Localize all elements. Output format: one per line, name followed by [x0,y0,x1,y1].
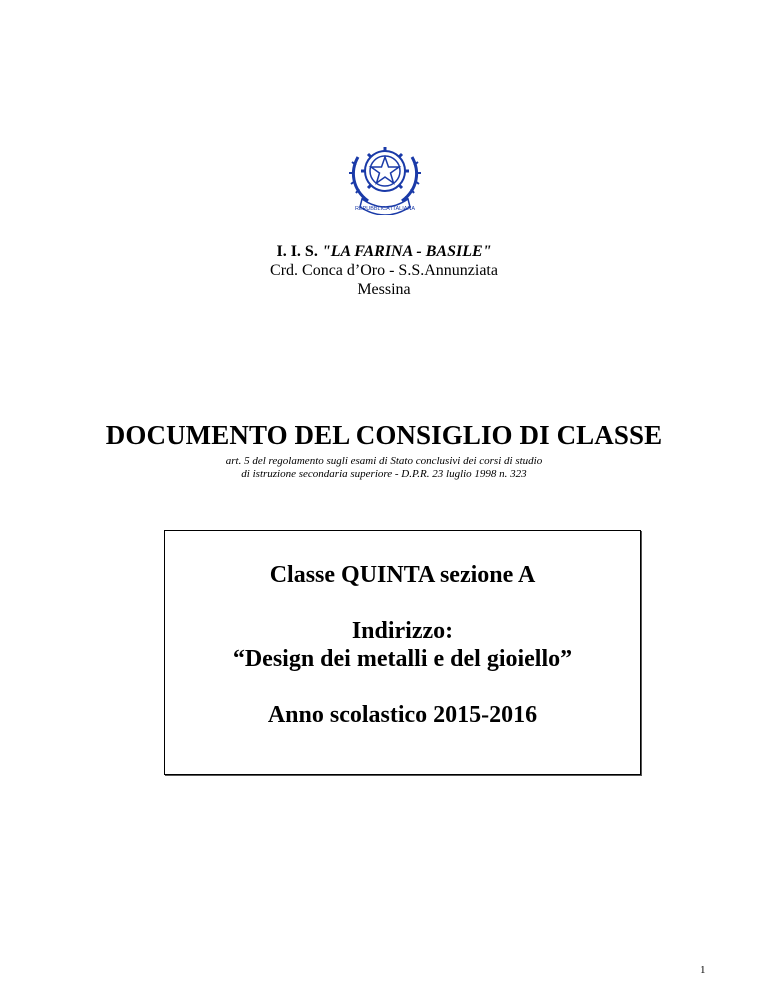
school-name: "LA FARINA - BASILE" [321,243,492,260]
italian-republic-emblem-icon [348,137,422,215]
document-subtitle [0,455,768,481]
subtitle-line-1: art. 5 del regolamento sugli esami di Stato conclusivi dei corsi di studio [225,455,543,467]
school-name-line [0,242,768,261]
document-title: DOCUMENTO DEL CONSIGLIO DI CLASSE [105,420,663,450]
school-year: Anno scolastico 2015-2016 [267,702,538,728]
subtitle-line-2: di istruzione secondaria superiore - D.P.R. 23 luglio 1998 n. 323 [241,468,527,480]
class-info-box [164,530,641,775]
school-address: Crd. Conca d’Oro - S.S.Annunziata [270,262,498,279]
page-number: 1 [700,964,706,976]
school-type: I. I. S. [276,243,322,260]
indirizzo-label: Indirizzo: [351,618,454,644]
emblem-inscription: REPUBBLICA ITALIANA [354,206,416,212]
indirizzo-value: “Design dei metalli e del gioiello” [232,646,573,672]
class-line: Classe QUINTA sezione A [269,562,536,588]
school-city: Messina [357,281,411,298]
school-header [0,242,768,299]
